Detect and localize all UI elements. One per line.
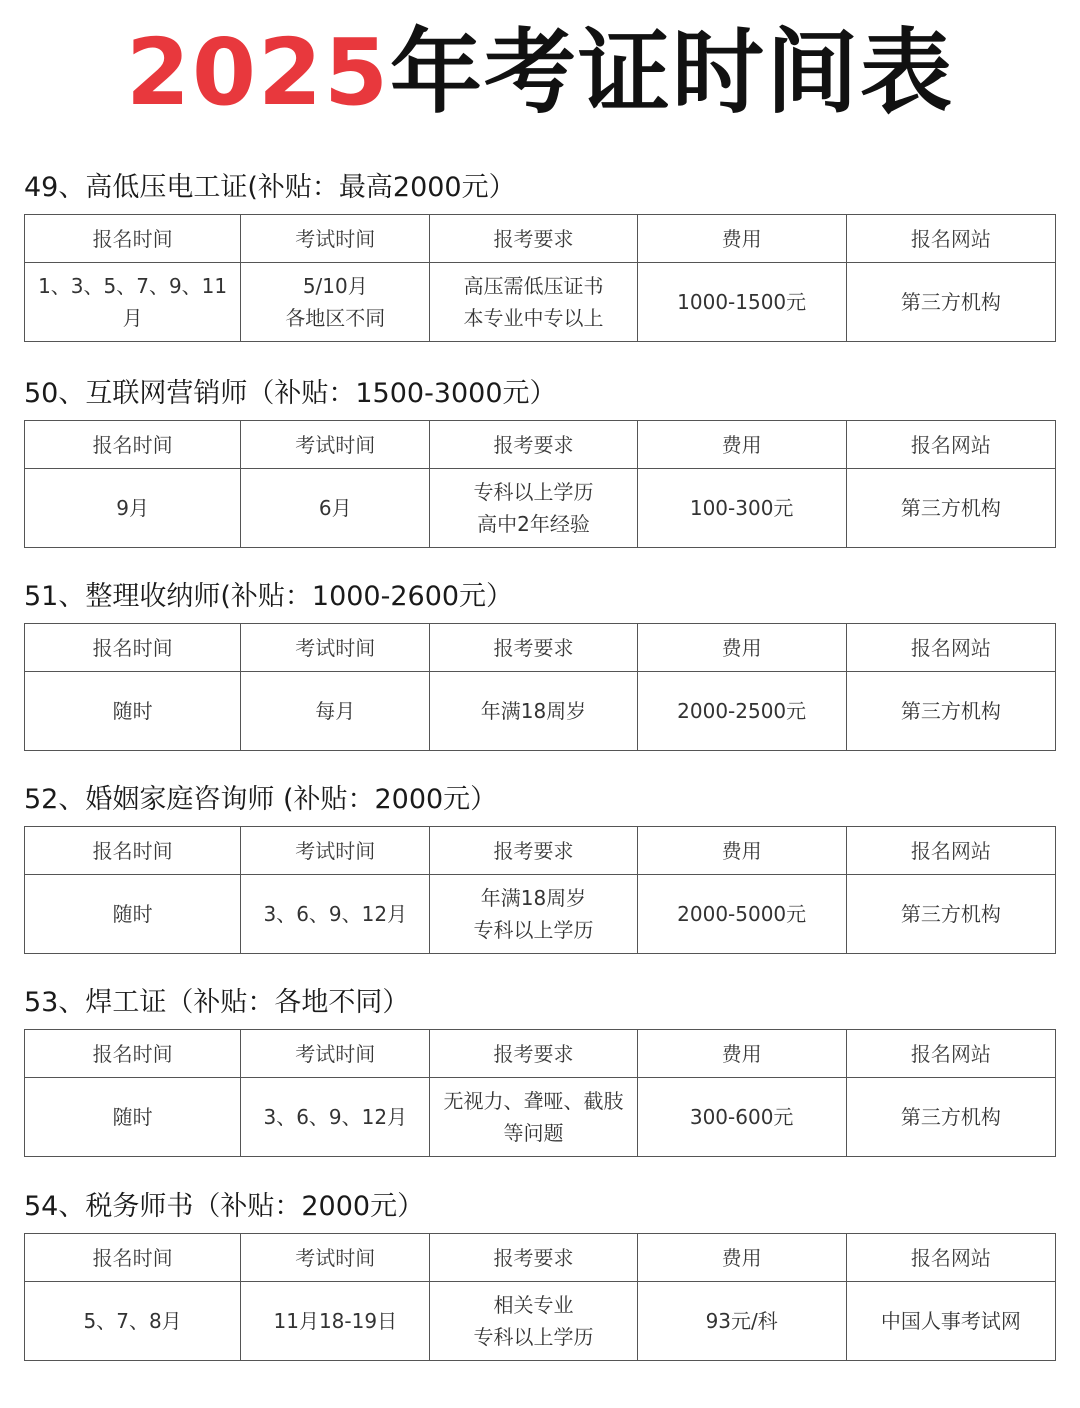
cell-register-site: 第三方机构 (846, 875, 1055, 954)
header-fee: 费用 (637, 421, 846, 469)
header-register-site: 报名网站 (846, 1234, 1055, 1282)
header-fee: 费用 (637, 1030, 846, 1078)
title-text: 年考证时间表 (390, 19, 955, 126)
header-exam-time: 考试时间 (241, 827, 430, 875)
cell-fee: 2000-5000元 (637, 875, 846, 954)
header-exam-time: 考试时间 (241, 421, 430, 469)
header-exam-time: 考试时间 (241, 1234, 430, 1282)
header-exam-time: 考试时间 (241, 624, 430, 672)
cell-requirements: 年满18周岁 专科以上学历 (430, 875, 637, 954)
cell-exam-time: 5/10月 各地区不同 (241, 263, 430, 342)
cell-exam-time: 11月18-19日 (241, 1282, 430, 1361)
certificate-section (24, 372, 1056, 548)
cell-requirements: 高压需低压证书 本专业中专以上 (430, 263, 637, 342)
header-requirements: 报考要求 (430, 421, 637, 469)
cell-register-site: 第三方机构 (846, 263, 1055, 342)
cell-register-time: 随时 (25, 1078, 241, 1157)
header-register-site: 报名网站 (846, 827, 1055, 875)
cell-requirements: 年满18周岁 (430, 672, 637, 751)
section-heading: 54、税务师书（补贴：2000元） (24, 1191, 425, 1222)
header-requirements: 报考要求 (430, 215, 637, 263)
table-header-row (25, 1234, 1056, 1282)
header-register-time: 报名时间 (25, 827, 241, 875)
certificate-section (24, 778, 1056, 954)
cell-requirements: 无视力、聋哑、截肢 等问题 (430, 1078, 637, 1157)
table-row (25, 672, 1056, 751)
header-fee: 费用 (637, 624, 846, 672)
header-register-time: 报名时间 (25, 1030, 241, 1078)
section-heading: 52、婚姻家庭咨询师 (补贴：2000元） (24, 784, 498, 815)
header-fee: 费用 (637, 1234, 846, 1282)
cell-fee: 1000-1500元 (637, 263, 846, 342)
cell-register-time: 1、3、5、7、9、11 月 (25, 263, 241, 342)
cell-register-time: 随时 (25, 672, 241, 751)
table-row (25, 875, 1056, 954)
header-requirements: 报考要求 (430, 827, 637, 875)
cell-register-site: 第三方机构 (846, 672, 1055, 751)
header-register-site: 报名网站 (846, 215, 1055, 263)
header-exam-time: 考试时间 (241, 215, 430, 263)
header-register-time: 报名时间 (25, 1234, 241, 1282)
table-row (25, 469, 1056, 548)
certificate-section (24, 575, 1056, 751)
header-register-site: 报名网站 (846, 624, 1055, 672)
info-table (24, 1029, 1056, 1157)
certificate-section (24, 166, 1056, 342)
header-requirements: 报考要求 (430, 624, 637, 672)
cell-fee: 93元/科 (637, 1282, 846, 1361)
cell-exam-time: 每月 (241, 672, 430, 751)
cell-requirements: 相关专业 专科以上学历 (430, 1282, 637, 1361)
section-heading: 49、高低压电工证(补贴：最高2000元） (24, 172, 516, 203)
cell-register-time: 5、7、8月 (25, 1282, 241, 1361)
cell-exam-time: 3、6、9、12月 (241, 875, 430, 954)
header-register-site: 报名网站 (846, 1030, 1055, 1078)
cell-requirements: 专科以上学历 高中2年经验 (430, 469, 637, 548)
info-table (24, 420, 1056, 548)
cell-register-site: 第三方机构 (846, 1078, 1055, 1157)
table-header-row (25, 1030, 1056, 1078)
header-fee: 费用 (637, 215, 846, 263)
header-register-time: 报名时间 (25, 215, 241, 263)
cell-register-time: 9月 (25, 469, 241, 548)
header-requirements: 报考要求 (430, 1234, 637, 1282)
cell-exam-time: 6月 (241, 469, 430, 548)
info-table (24, 214, 1056, 342)
table-header-row (25, 624, 1056, 672)
header-register-time: 报名时间 (25, 624, 241, 672)
table-row (25, 1282, 1056, 1361)
cell-fee: 2000-2500元 (637, 672, 846, 751)
cell-register-site: 第三方机构 (846, 469, 1055, 548)
section-heading: 51、整理收纳师(补贴：1000-2600元） (24, 581, 514, 612)
cell-fee: 300-600元 (637, 1078, 846, 1157)
title-year: 2025 (125, 19, 391, 126)
cell-exam-time: 3、6、9、12月 (241, 1078, 430, 1157)
info-table (24, 1233, 1056, 1361)
info-table (24, 623, 1056, 751)
header-register-time: 报名时间 (25, 421, 241, 469)
table-header-row (25, 421, 1056, 469)
certificate-section (24, 981, 1056, 1157)
table-header-row (25, 827, 1056, 875)
info-table (24, 826, 1056, 954)
cell-register-site: 中国人事考试网 (846, 1282, 1055, 1361)
cell-fee: 100-300元 (637, 469, 846, 548)
header-exam-time: 考试时间 (241, 1030, 430, 1078)
table-row (25, 1078, 1056, 1157)
table-header-row (25, 215, 1056, 263)
header-register-site: 报名网站 (846, 421, 1055, 469)
page-title (0, 18, 1080, 128)
cell-register-time: 随时 (25, 875, 241, 954)
header-requirements: 报考要求 (430, 1030, 637, 1078)
certificate-section (24, 1185, 1056, 1361)
section-heading: 53、焊工证（补贴：各地不同） (24, 987, 410, 1018)
table-row (25, 263, 1056, 342)
section-heading: 50、互联网营销师（补贴：1500-3000元） (24, 378, 557, 409)
header-fee: 费用 (637, 827, 846, 875)
